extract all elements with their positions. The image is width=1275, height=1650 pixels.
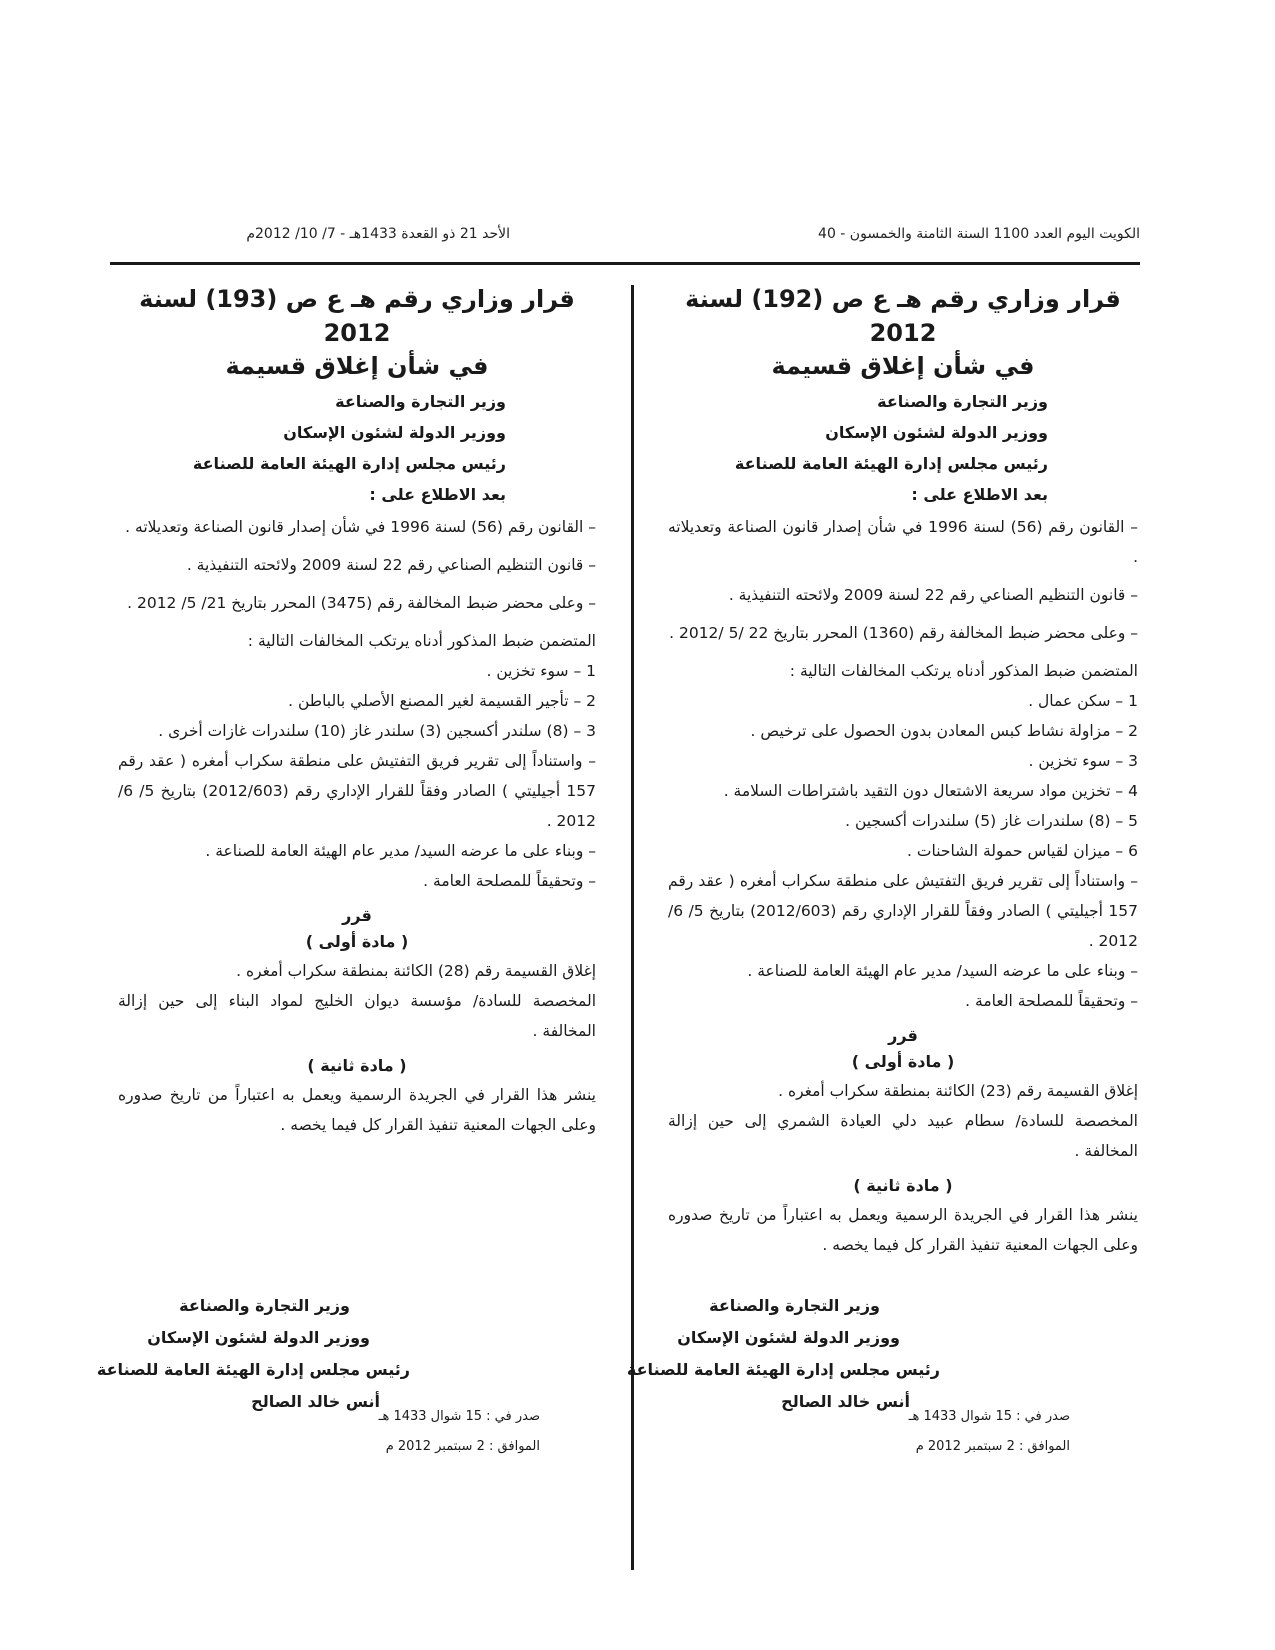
signature-title: وزير التجارة والصناعة	[709, 1296, 880, 1315]
preamble-paragraph: – واستناداً إلى تقرير فريق التفتيش على منطقة سكراب أمغره ( عقد رقم 157 أجيليتي ) الصادر وفقاً للقرار الإداري رقم (2012/603) بتاريخ 5/ 6/ 2012 .	[668, 872, 1138, 950]
decree-title: قرار وزاري رقم هـ ع ص (193) لسنة 2012	[139, 285, 575, 347]
header-date: الأحد 21 ذو القعدة 1433هـ - 7/ 10/ 2012م	[246, 226, 510, 242]
preamble-paragraph: – وتحقيقاً للمصلحة العامة .	[423, 872, 596, 890]
preamble-paragraph: – واستناداً إلى تقرير فريق التفتيش على منطقة سكراب أمغره ( عقد رقم 157 أجيليتي ) الصادر وفقاً للقرار الإداري رقم (2012/603) بتاريخ 5/ 6/ 2012 .	[118, 752, 596, 830]
header-rule	[110, 262, 1140, 265]
article-1-text: إغلاق القسيمة رقم (23) الكائنة بمنطقة سكراب أمغره .	[778, 1082, 1138, 1100]
decree-192-column	[668, 282, 1138, 1268]
preamble-paragraph: – وبناء على ما عرضه السيد/ مدير عام الهيئة العامة للصناعة .	[747, 962, 1138, 980]
violation-item: 3 – سوء تخزين .	[1028, 752, 1138, 770]
signature-title: وزير التجارة والصناعة	[179, 1296, 350, 1315]
decree-subtitle: في شأن إغلاق قسيمة	[771, 352, 1035, 380]
decided-heading: قرر	[342, 906, 372, 925]
header-issue-info: الكويت اليوم العدد 1100 السنة الثامنة والخمسون - 40	[818, 226, 1140, 242]
decree-subtitle: في شأن إغلاق قسيمة	[225, 352, 489, 380]
after-review-line: بعد الاطلاع على :	[911, 485, 1048, 504]
article-2-text: ينشر هذا القرار في الجريدة الرسمية ويعمل به اعتباراً من تاريخ صدوره وعلى الجهات المعنية تنفيذ القرار كل فيما يخصه .	[668, 1206, 1138, 1254]
authority-line: ووزير الدولة لشئون الإسكان	[283, 423, 506, 442]
violation-item: 2 – تأجير القسيمة لغير المصنع الأصلي بالباطن .	[288, 692, 596, 710]
preamble-paragraph: – وتحقيقاً للمصلحة العامة .	[965, 992, 1138, 1010]
preamble-paragraph: – وبناء على ما عرضه السيد/ مدير عام الهيئة العامة للصناعة .	[205, 842, 596, 860]
violation-item: 4 – تخزين مواد سريعة الاشتعال دون التقيد باشتراطات السلامة .	[723, 782, 1138, 800]
signatory-name: أنس خالد الصالح	[251, 1392, 380, 1411]
violation-item: 6 – ميزان لقياس حمولة الشاحنات .	[907, 842, 1138, 860]
after-review-line: بعد الاطلاع على :	[369, 485, 506, 504]
preamble-paragraph: – قانون التنظيم الصناعي رقم 22 لسنة 2009 ولائحته التنفيذية .	[728, 586, 1138, 604]
preamble-paragraph: – قانون التنظيم الصناعي رقم 22 لسنة 2009 ولائحته التنفيذية .	[186, 556, 596, 574]
preamble-paragraph: المتضمن ضبط المذكور أدناه يرتكب المخالفات التالية :	[789, 662, 1138, 680]
authority-line: وزير التجارة والصناعة	[335, 392, 506, 411]
authority-line: وزير التجارة والصناعة	[877, 392, 1048, 411]
violation-item: 1 – سوء تخزين .	[486, 662, 596, 680]
decided-heading: قرر	[888, 1026, 918, 1045]
article-2-text: ينشر هذا القرار في الجريدة الرسمية ويعمل به اعتباراً من تاريخ صدوره وعلى الجهات المعنية تنفيذ القرار كل فيما يخصه .	[118, 1086, 596, 1134]
authority-line: ووزير الدولة لشئون الإسكان	[825, 423, 1048, 442]
signature-title: ووزير الدولة لشئون الإسكان	[147, 1328, 370, 1347]
article-1-text: المخصصة للسادة/ مؤسسة ديوان الخليج لمواد البناء إلى حين إزالة المخالفة .	[118, 992, 596, 1040]
signatory-name: أنس خالد الصالح	[781, 1392, 910, 1411]
decree-192-signature	[626, 1290, 940, 1418]
authority-line: رئيس مجلس إدارة الهيئة العامة للصناعة	[192, 454, 506, 473]
decree-193-signature	[96, 1290, 410, 1418]
preamble-paragraph: – وعلى محضر ضبط المخالفة رقم (3475) المحرر بتاريخ 21/ 5/ 2012 .	[127, 594, 596, 612]
signature-title: رئيس مجلس إدارة الهيئة العامة للصناعة	[626, 1360, 940, 1379]
corresponding-date: الموافق : 2 سبتمبر 2012 م	[915, 1439, 1070, 1454]
article-1-text: المخصصة للسادة/ سطام عبيد دلي العيادة الشمري إلى حين إزالة المخالفة .	[668, 1112, 1138, 1160]
corresponding-date: الموافق : 2 سبتمبر 2012 م	[385, 1439, 540, 1454]
article-1-heading: ( مادة أولى )	[851, 1052, 955, 1071]
violation-item: 5 – (8) سلندرات غاز (5) سلندرات أكسجين .	[845, 812, 1138, 830]
signature-title: ووزير الدولة لشئون الإسكان	[677, 1328, 900, 1347]
issued-date: صدر في : 15 شوال 1433 هـ	[908, 1409, 1070, 1424]
violation-item: 2 – مزاولة نشاط كبس المعادن بدون الحصول على ترخيص .	[750, 722, 1138, 740]
article-1-text: إغلاق القسيمة رقم (28) الكائنة بمنطقة سكراب أمغره .	[236, 962, 596, 980]
decree-title: قرار وزاري رقم هـ ع ص (192) لسنة 2012	[685, 285, 1121, 347]
authority-line: رئيس مجلس إدارة الهيئة العامة للصناعة	[734, 454, 1048, 473]
violation-item: 1 – سكن عمال .	[1028, 692, 1138, 710]
article-1-heading: ( مادة أولى )	[305, 932, 409, 951]
signature-title: رئيس مجلس إدارة الهيئة العامة للصناعة	[96, 1360, 410, 1379]
article-2-heading: ( مادة ثانية )	[853, 1176, 953, 1195]
issued-date: صدر في : 15 شوال 1433 هـ	[378, 1409, 540, 1424]
preamble-paragraph: المتضمن ضبط المذكور أدناه يرتكب المخالفات التالية :	[247, 632, 596, 650]
preamble-paragraph: – القانون رقم (56) لسنة 1996 في شأن إصدار قانون الصناعة وتعديلاته .	[125, 518, 596, 536]
preamble-paragraph: – القانون رقم (56) لسنة 1996 في شأن إصدار قانون الصناعة وتعديلاته .	[668, 518, 1138, 566]
article-2-heading: ( مادة ثانية )	[307, 1056, 407, 1075]
preamble-paragraph: – وعلى محضر ضبط المخالفة رقم (1360) المحرر بتاريخ 22 /5 /2012 .	[669, 624, 1138, 642]
violation-item: 3 – (8) سلندر أكسجين (3) سلندر غاز (10) سلندرات غازات أخرى .	[158, 722, 596, 740]
decree-193-column	[118, 282, 596, 1148]
